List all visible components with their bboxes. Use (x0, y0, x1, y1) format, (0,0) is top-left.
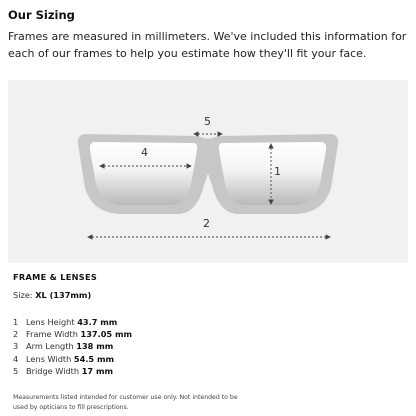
frame-width-label: 2 (203, 217, 210, 230)
sizing-title: Our Sizing (8, 8, 75, 22)
measurement-label: Lens Width (26, 353, 72, 364)
measurement-number: 2 (13, 329, 19, 340)
measurement-value: 43.7 mm (77, 317, 118, 327)
size-value: XL (137mm) (35, 290, 92, 300)
sizing-intro: Frames are measured in millimeters. We've included this information for each of our frames to help you estimate how they'll fit your face. (8, 30, 407, 60)
right-lens (219, 142, 326, 205)
list-item (13, 316, 132, 328)
disclaimer-text: Measurements listed intended for customer use only. Not intended to be used by opticians to fill prescriptions. (13, 394, 238, 411)
measurement-label: Lens Height (26, 317, 75, 327)
lens-height-label: 1 (274, 165, 281, 178)
frame-lenses-heading: FRAME & LENSES (13, 272, 98, 282)
measurement-number: 5 (13, 365, 19, 376)
size-label: Size: (13, 290, 33, 300)
list-item (13, 340, 132, 352)
measurement-value: 54.5 mm (73, 353, 115, 364)
lens-width-label: 4 (141, 146, 148, 159)
measurement-label: Bridge Width (26, 365, 80, 376)
measurement-number: 3 (13, 341, 19, 352)
measurement-label: Arm Length (26, 341, 74, 352)
measurement-list (13, 316, 132, 377)
measurement-number: 4 (13, 353, 19, 364)
measurement-value: 138 mm (76, 341, 114, 352)
measurement-number: 1 (13, 317, 19, 327)
measurement-label: Frame Width (26, 329, 78, 340)
frame-diagram (8, 80, 408, 263)
list-item (13, 365, 132, 377)
size-line (13, 290, 91, 300)
measurement-value: 137.05 mm (80, 329, 133, 340)
measurement-value: 17 mm (81, 365, 114, 376)
list-item (13, 328, 132, 340)
glasses-icon (8, 80, 408, 263)
bridge-width-label: 5 (204, 115, 211, 128)
list-item (13, 353, 132, 365)
